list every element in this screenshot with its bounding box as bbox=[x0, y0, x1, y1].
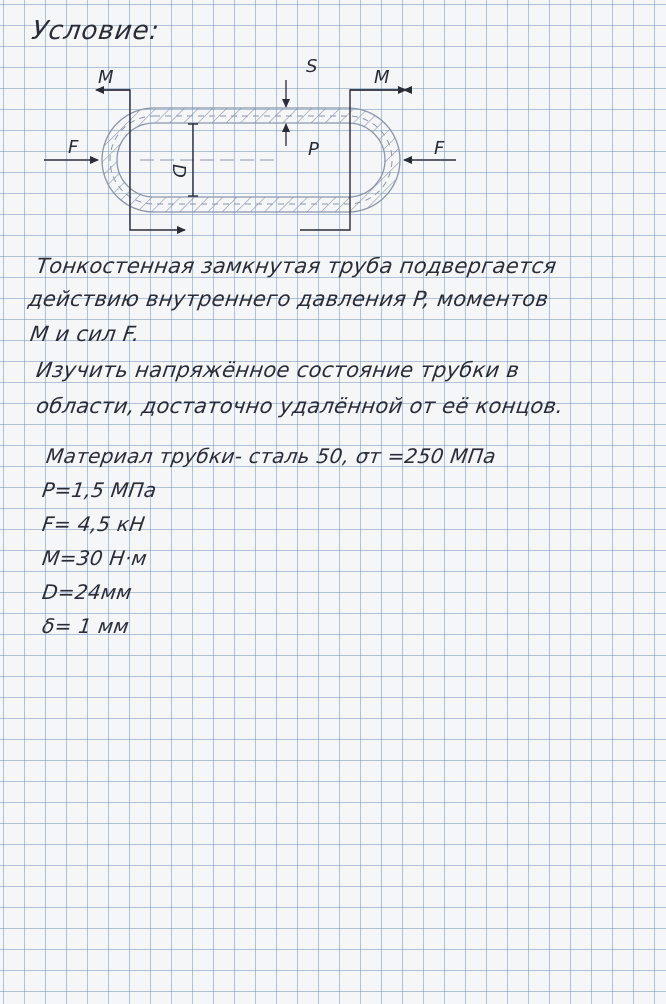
diameter-value: D=24мм bbox=[40, 580, 134, 604]
moment-value: M=30 Н·м bbox=[40, 546, 149, 570]
tube-diagram bbox=[30, 50, 470, 250]
problem-line: M и сил F. bbox=[28, 322, 142, 346]
problem-line: области, достаточно удалённой от её концов. bbox=[34, 394, 566, 418]
label-f-right: F bbox=[434, 138, 445, 159]
label-m-right: M bbox=[374, 67, 390, 88]
label-f-left: F bbox=[68, 137, 79, 158]
label-s: S bbox=[306, 56, 318, 77]
thickness-value: δ= 1 мм bbox=[40, 614, 131, 638]
condition-heading: Условие: bbox=[29, 16, 162, 46]
force-value: F= 4,5 кН bbox=[40, 512, 147, 536]
label-d: D bbox=[168, 164, 189, 178]
pressure-value: P=1,5 МПа bbox=[40, 478, 159, 502]
label-p: P bbox=[308, 139, 319, 160]
material-line: Материал трубки- сталь 50, σт =250 МПа bbox=[44, 444, 498, 468]
problem-line: Изучить напряжённое состояние трубки в bbox=[34, 358, 522, 382]
label-m-left: M bbox=[98, 67, 114, 88]
problem-line: Тонкостенная замкнутая труба подвергается bbox=[34, 254, 559, 278]
problem-line: действию внутреннего давления P, моментов bbox=[26, 287, 551, 311]
